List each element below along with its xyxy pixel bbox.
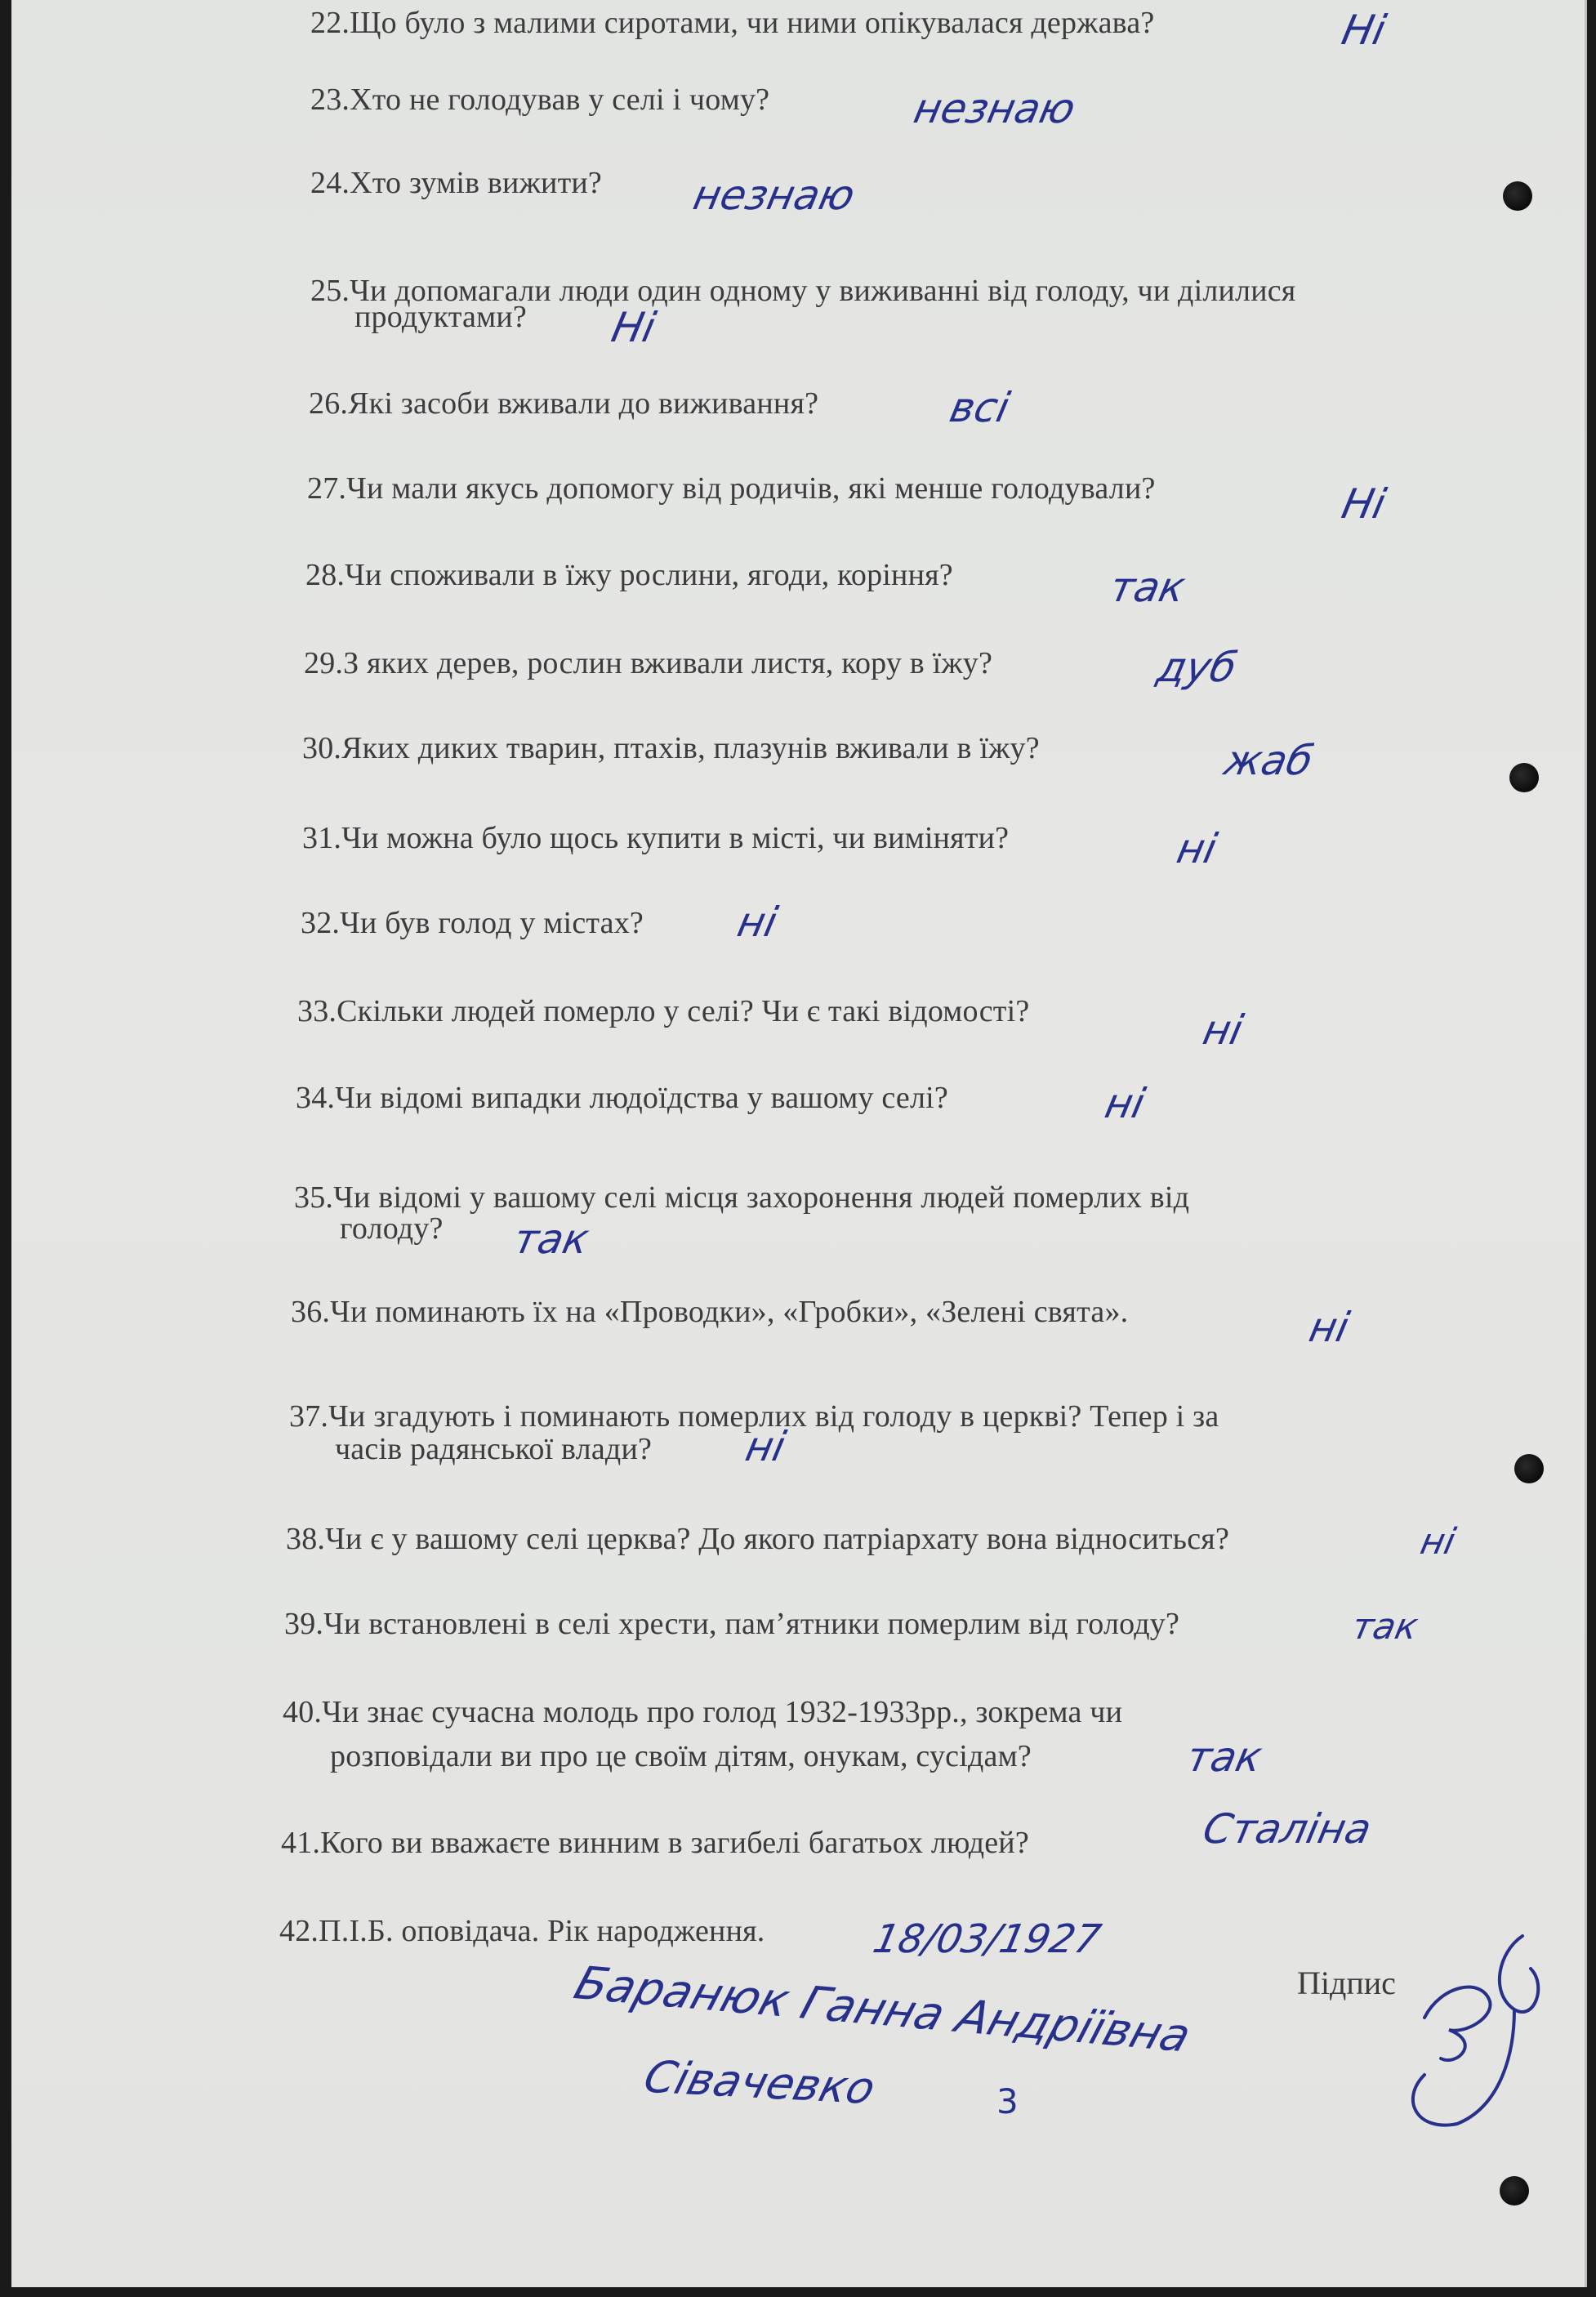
question-text: Чи є у вашому селі церква? До якого патріархату вона відноситься? — [325, 1522, 1230, 1556]
question-38 — [286, 1521, 1229, 1557]
question-text: Скільки людей померло у селі? Чи є такі відомості? — [337, 994, 1030, 1028]
question-40-continuation: розповідали ви про це своїм дітям, онукам, сусідам? — [330, 1739, 1032, 1773]
question-26 — [309, 386, 818, 421]
question-number: 30. — [302, 731, 342, 765]
question-text: Яких диких тварин, птахів, плазунів вживали в їжу? — [341, 731, 1040, 765]
question-text: Чи можна було щось купити в місті, чи виміняти? — [341, 821, 1010, 855]
answer-35: так — [509, 1215, 594, 1263]
answer-40: так — [1182, 1733, 1267, 1781]
narrator-place: Сівачевко — [638, 2051, 881, 2114]
question-34 — [296, 1080, 948, 1116]
question-text: Кого ви вважаєте винним в загибелі багатьох людей? — [320, 1826, 1029, 1860]
question-number: 32. — [301, 906, 341, 940]
question-number: 39. — [284, 1607, 324, 1641]
punch-hole — [1509, 763, 1539, 792]
birth-date: 18/03/1927 — [869, 1916, 1105, 1962]
question-22 — [310, 5, 1154, 41]
answer-25: Ні — [607, 304, 660, 351]
question-40 — [283, 1694, 1122, 1730]
answer-28: так — [1105, 564, 1190, 611]
question-text: Чи відомі випадки людоїдства у вашому селі? — [335, 1081, 948, 1115]
signature-label: Підпис — [1297, 1965, 1396, 2001]
answer-36: ні — [1304, 1304, 1353, 1351]
question-36 — [291, 1294, 1128, 1330]
question-text: Чи споживали в їжу рослини, ягоди, коріння? — [345, 558, 953, 592]
question-number: 28. — [305, 558, 346, 592]
question-number: 35. — [294, 1180, 334, 1215]
punch-hole — [1514, 1454, 1544, 1483]
question-number: 31. — [302, 821, 342, 855]
question-text: Чи згадують і поминають померлих від голоду в церкві? Тепер і за — [328, 1399, 1219, 1434]
answer-30: жаб — [1219, 737, 1317, 784]
question-23 — [310, 82, 769, 118]
answer-32: ні — [733, 899, 782, 946]
answer-27: Ні — [1337, 480, 1390, 528]
question-number: 26. — [309, 386, 349, 421]
question-number: 33. — [297, 994, 337, 1028]
signature-mark — [1392, 1920, 1571, 2148]
question-24 — [310, 165, 602, 201]
question-28 — [305, 557, 953, 593]
answer-31: ні — [1172, 825, 1221, 872]
page-number: 3 — [996, 2081, 1019, 2121]
answer-22: Ні — [1337, 7, 1390, 54]
question-35-continuation: голоду? — [340, 1211, 444, 1246]
question-31 — [302, 820, 1009, 856]
question-33 — [297, 993, 1029, 1029]
question-number: 25. — [310, 274, 350, 308]
answer-33: ні — [1198, 1006, 1247, 1054]
question-42 — [279, 1913, 765, 1949]
question-number: 36. — [291, 1295, 331, 1329]
question-text: Хто не голодував у селі і чому? — [350, 83, 770, 117]
question-27 — [307, 471, 1156, 506]
answer-39: так — [1348, 1606, 1422, 1648]
punch-hole — [1500, 2176, 1529, 2206]
question-text: Чи мали якусь допомогу від родичів, які менше голодували? — [346, 471, 1156, 506]
question-number: 23. — [310, 83, 350, 117]
question-text: Чи відомі у вашому селі місця захоронення людей померлих від — [333, 1180, 1190, 1215]
question-number: 38. — [286, 1522, 326, 1556]
question-text: Які засоби вживали до виживання? — [348, 386, 819, 421]
question-39 — [284, 1606, 1179, 1642]
question-number: 22. — [310, 6, 350, 40]
answer-37: ні — [741, 1423, 790, 1470]
question-text: Що було з малими сиротами, чи ними опікувалася держава? — [350, 6, 1155, 40]
question-text: Чи знає сучасна молодь про голод 1932-1933рр., зокрема чи — [322, 1695, 1123, 1729]
question-number: 37. — [289, 1399, 329, 1434]
answer-24: незнаю — [689, 172, 859, 219]
question-37-continuation: часів радянської влади? — [335, 1432, 653, 1466]
answer-26: всі — [945, 384, 1014, 431]
answer-41: Сталіна — [1198, 1805, 1376, 1853]
narrator-name: Баранюк Ганна Андріївна — [568, 1956, 1197, 2063]
question-text: Чи встановлені в селі хрести, пам’ятники померлим від голоду? — [323, 1607, 1180, 1641]
answer-34: ні — [1100, 1080, 1149, 1127]
answer-29: дуб — [1152, 644, 1242, 691]
document-page — [11, 0, 1587, 2287]
question-number: 41. — [281, 1826, 321, 1860]
question-number: 34. — [296, 1081, 336, 1115]
question-25-continuation: продуктами? — [354, 300, 527, 334]
question-41 — [281, 1825, 1029, 1861]
answer-23: незнаю — [909, 85, 1080, 132]
question-32 — [301, 905, 644, 941]
question-30 — [302, 730, 1040, 766]
question-text: П.І.Б. оповідача. Рік народження. — [319, 1914, 765, 1948]
question-text: З яких дерев, рослин вживали листя, кору в їжу? — [343, 646, 993, 680]
question-number: 42. — [279, 1914, 319, 1948]
question-text: Хто зумів вижити? — [350, 166, 602, 200]
question-number: 29. — [304, 646, 344, 680]
question-number: 40. — [283, 1695, 323, 1729]
question-text: Чи допомагали люди один одному у виживанні від голоду, чи ділилися — [350, 274, 1296, 308]
question-29 — [304, 645, 992, 681]
punch-hole — [1503, 181, 1532, 211]
question-number: 24. — [310, 166, 350, 200]
question-text: Чи був голод у містах? — [340, 906, 644, 940]
answer-38: ні — [1416, 1521, 1460, 1563]
question-text: Чи поминають їх на «Проводки», «Гробки», «Зелені свята». — [330, 1295, 1129, 1329]
question-number: 27. — [307, 471, 347, 506]
